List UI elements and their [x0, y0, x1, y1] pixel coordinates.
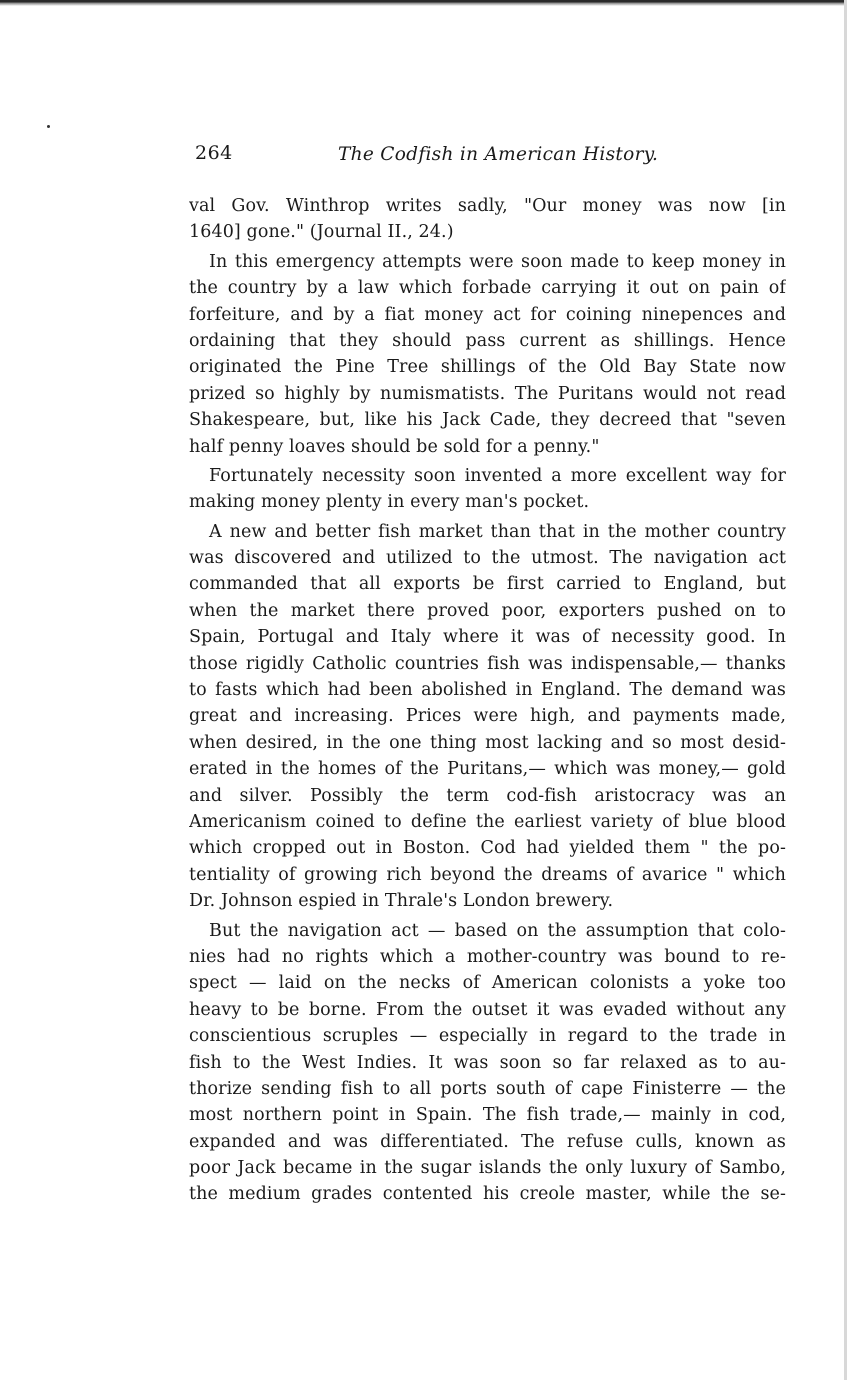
paragraph	[189, 463, 786, 516]
text-line: nies had no rights which a mother-country was bound to re-	[189, 946, 786, 967]
running-title: The Codfish in American History.	[338, 144, 659, 165]
text-line: But the navigation act — based on the assumption that colo-	[209, 920, 786, 941]
text-line: originated the Pine Tree shillings of the Old Bay State now	[189, 357, 786, 378]
text-line: poor Jack became in the sugar islands the only luxury of Sambo,	[189, 1158, 786, 1179]
text-line: tentiality of growing rich beyond the dreams of avarice " which	[189, 864, 786, 885]
text-line: 1640] gone." (Journal II., 24.)	[189, 222, 454, 243]
text-line: Fortunately necessity soon invented a more excellent way for	[209, 465, 786, 486]
text-line: which cropped out in Boston. Cod had yielded them " the po-	[189, 838, 786, 859]
paragraph	[189, 193, 786, 246]
text-line: making money plenty in every man's pocket.	[189, 492, 590, 513]
page-top-edge	[0, 0, 847, 6]
text-line: great and increasing. Prices were high, and payments made,	[189, 706, 786, 727]
page-number: 264	[195, 142, 233, 164]
text-line: spect — laid on the necks of American colonists a yoke too	[189, 973, 786, 994]
text-line: ordaining that they should pass current as shillings. Hence	[189, 330, 786, 351]
text-line: heavy to be borne. From the outset it was evaded without any	[189, 999, 786, 1020]
text-line: when the market there proved poor, exporters pushed on to	[189, 600, 786, 621]
text-line: commanded that all exports be first carried to England, but	[189, 574, 786, 595]
text-line: fish to the West Indies. It was soon so far relaxed as to au-	[189, 1052, 786, 1073]
text-line: thorize sending fish to all ports south of cape Finisterre — the	[189, 1078, 786, 1099]
text-line: Shakespeare, but, like his Jack Cade, they decreed that "seven	[189, 410, 786, 431]
text-line: the medium grades contented his creole master, while the se-	[189, 1184, 786, 1205]
text-line: half penny loaves should be sold for a penny."	[189, 436, 600, 457]
ink-speck	[47, 125, 50, 128]
text-line: In this emergency attempts were soon made to keep money in	[209, 251, 786, 272]
running-head	[195, 142, 785, 172]
text-line: erated in the homes of the Puritans,— which was money,— gold	[189, 759, 786, 780]
paragraph	[189, 519, 786, 915]
text-line: forfeiture, and by a fiat money act for coining ninepences and	[189, 304, 786, 325]
text-line: expanded and was differentiated. The refuse culls, known as	[189, 1131, 786, 1152]
text-line: A new and better fish market than that in the mother country	[209, 521, 786, 542]
text-line: was discovered and utilized to the utmost. The navigation act	[189, 548, 786, 569]
text-line: to fasts which had been abolished in England. The demand was	[189, 680, 786, 701]
text-line: those rigidly Catholic countries fish was indispensable,— thanks	[189, 653, 786, 674]
text-line: Americanism coined to define the earliest variety of blue blood	[189, 811, 786, 832]
text-line: val Gov. Winthrop writes sadly, "Our money was now [in	[189, 196, 786, 216]
text-line: conscientious scruples — especially in regard to the trade in	[189, 1026, 786, 1047]
text-line: Dr. Johnson espied in Thrale's London brewery.	[189, 891, 614, 912]
text-line: when desired, in the one thing most lacking and so most desid-	[189, 732, 786, 753]
text-line: and silver. Possibly the term cod-fish aristocracy was an	[189, 785, 786, 806]
text-line: Spain, Portugal and Italy where it was of necessity good. In	[189, 627, 786, 648]
text-line: most northern point in Spain. The fish trade,— mainly in cod,	[189, 1105, 786, 1126]
text-line: the country by a law which forbade carrying it out on pain of	[189, 278, 786, 299]
paragraph	[189, 918, 786, 1208]
text-line: prized so highly by numismatists. The Puritans would not read	[189, 383, 786, 404]
body-text	[189, 193, 786, 1208]
paragraph	[189, 249, 786, 460]
